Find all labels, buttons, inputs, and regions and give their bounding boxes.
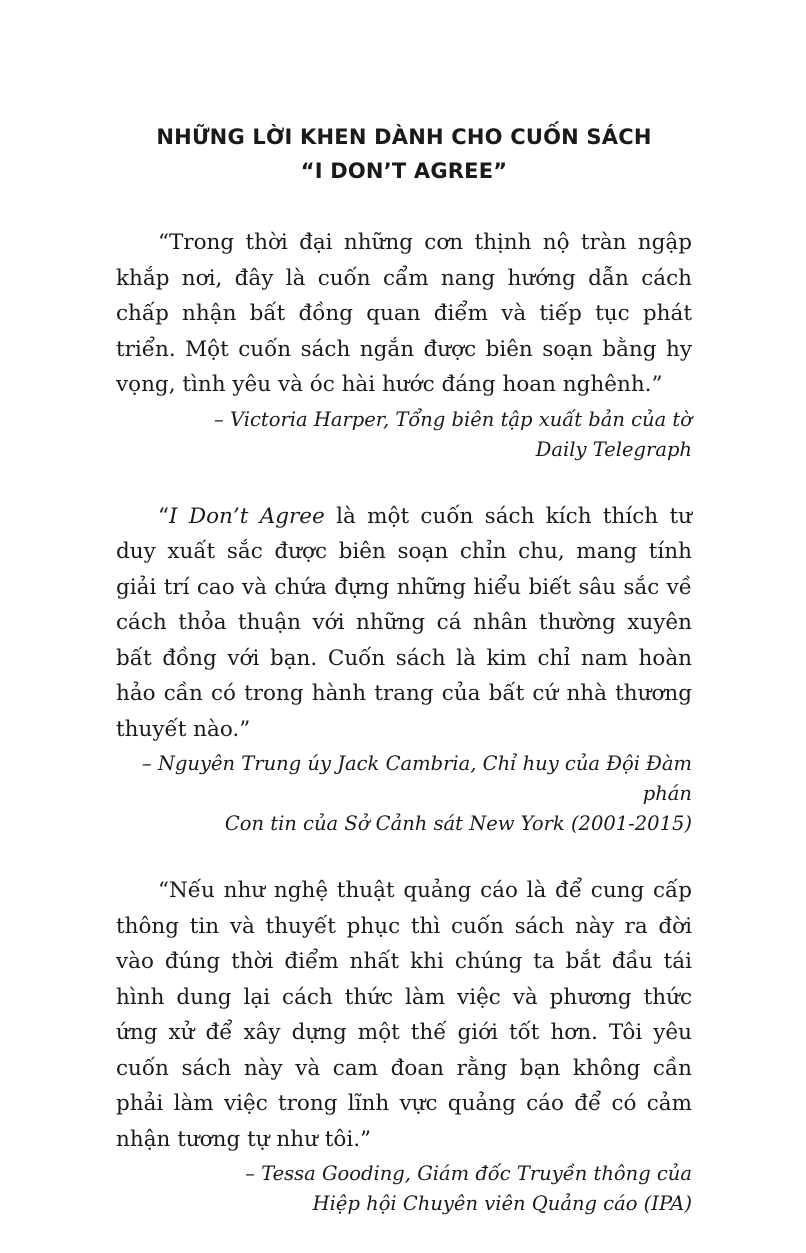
testimonial-attribution xyxy=(116,749,692,839)
testimonial-attribution xyxy=(116,405,692,465)
title-line-1: NHỮNG LỜI KHEN DÀNH CHO CUỐN SÁCH xyxy=(156,125,652,149)
title-line-2: “I DON’T AGREE” xyxy=(300,159,508,183)
attribution-line-2: Daily Telegraph xyxy=(535,437,692,461)
book-page xyxy=(116,120,692,1253)
attribution-line-1: – Nguyên Trung úy Jack Cambria, Chỉ huy của Đội Đàm phán xyxy=(141,752,692,805)
testimonial-2 xyxy=(116,499,692,840)
testimonial-3 xyxy=(116,873,692,1219)
testimonial-body: là một cuốn sách kích thích tư duy xuất sắc được biên soạn chỉn chu, mang tính giải trí cao và chứa đựng những hiểu biết sâu sắc về cách thỏa thuận với những cá nhân thường xuyên bất đồng với bạn. Cuốn sách là kim chỉ nam hoàn hảo cần có trong hành trang của bất cứ nhà thương thuyết nào.” xyxy=(116,503,692,742)
testimonial-text: “Trong thời đại những cơn thịnh nộ tràn ngập khắp nơi, đây là cuốn cẩm nang hướng dẫn cách chấp nhận bất đồng quan điểm và tiếp tục phát triển. Một cuốn sách ngắn được biên soạn bằng hy vọng, tình yêu và óc hài hước đáng hoan nghênh.” xyxy=(116,230,692,397)
testimonial-1 xyxy=(116,225,692,465)
attribution-line-1: – Victoria Harper, Tổng biên tập xuất bản của tờ xyxy=(214,407,692,431)
testimonial-text: “Nếu như nghệ thuật quảng cáo là để cung cấp thông tin và thuyết phục thì cuốn sách này ra đời vào đúng thời điểm nhất khi chúng ta bắt đầu tái hình dung lại cách thức làm việc và phương thức ứng xử để xây dựng một thế giới tốt hơn. Tôi yêu cuốn sách này và cam đoan rằng bạn không cần phải làm việc trong lĩnh vực quảng cáo để có cảm nhận tương tự như tôi.” xyxy=(116,878,692,1152)
attribution-line-2: Con tin của Sở Cảnh sát New York (2001-2015) xyxy=(224,812,692,835)
page-title xyxy=(116,120,692,188)
testimonial-attribution xyxy=(116,1159,692,1219)
attribution-line-1: – Tessa Gooding, Giám đốc Truyền thông của xyxy=(245,1162,692,1185)
book-title: I Don’t Agree xyxy=(169,503,325,529)
open-quote-mark: “ xyxy=(158,503,169,529)
attribution-line-2: Hiệp hội Chuyên viên Quảng cáo (IPA) xyxy=(312,1192,692,1215)
testimonial-text xyxy=(116,499,692,748)
